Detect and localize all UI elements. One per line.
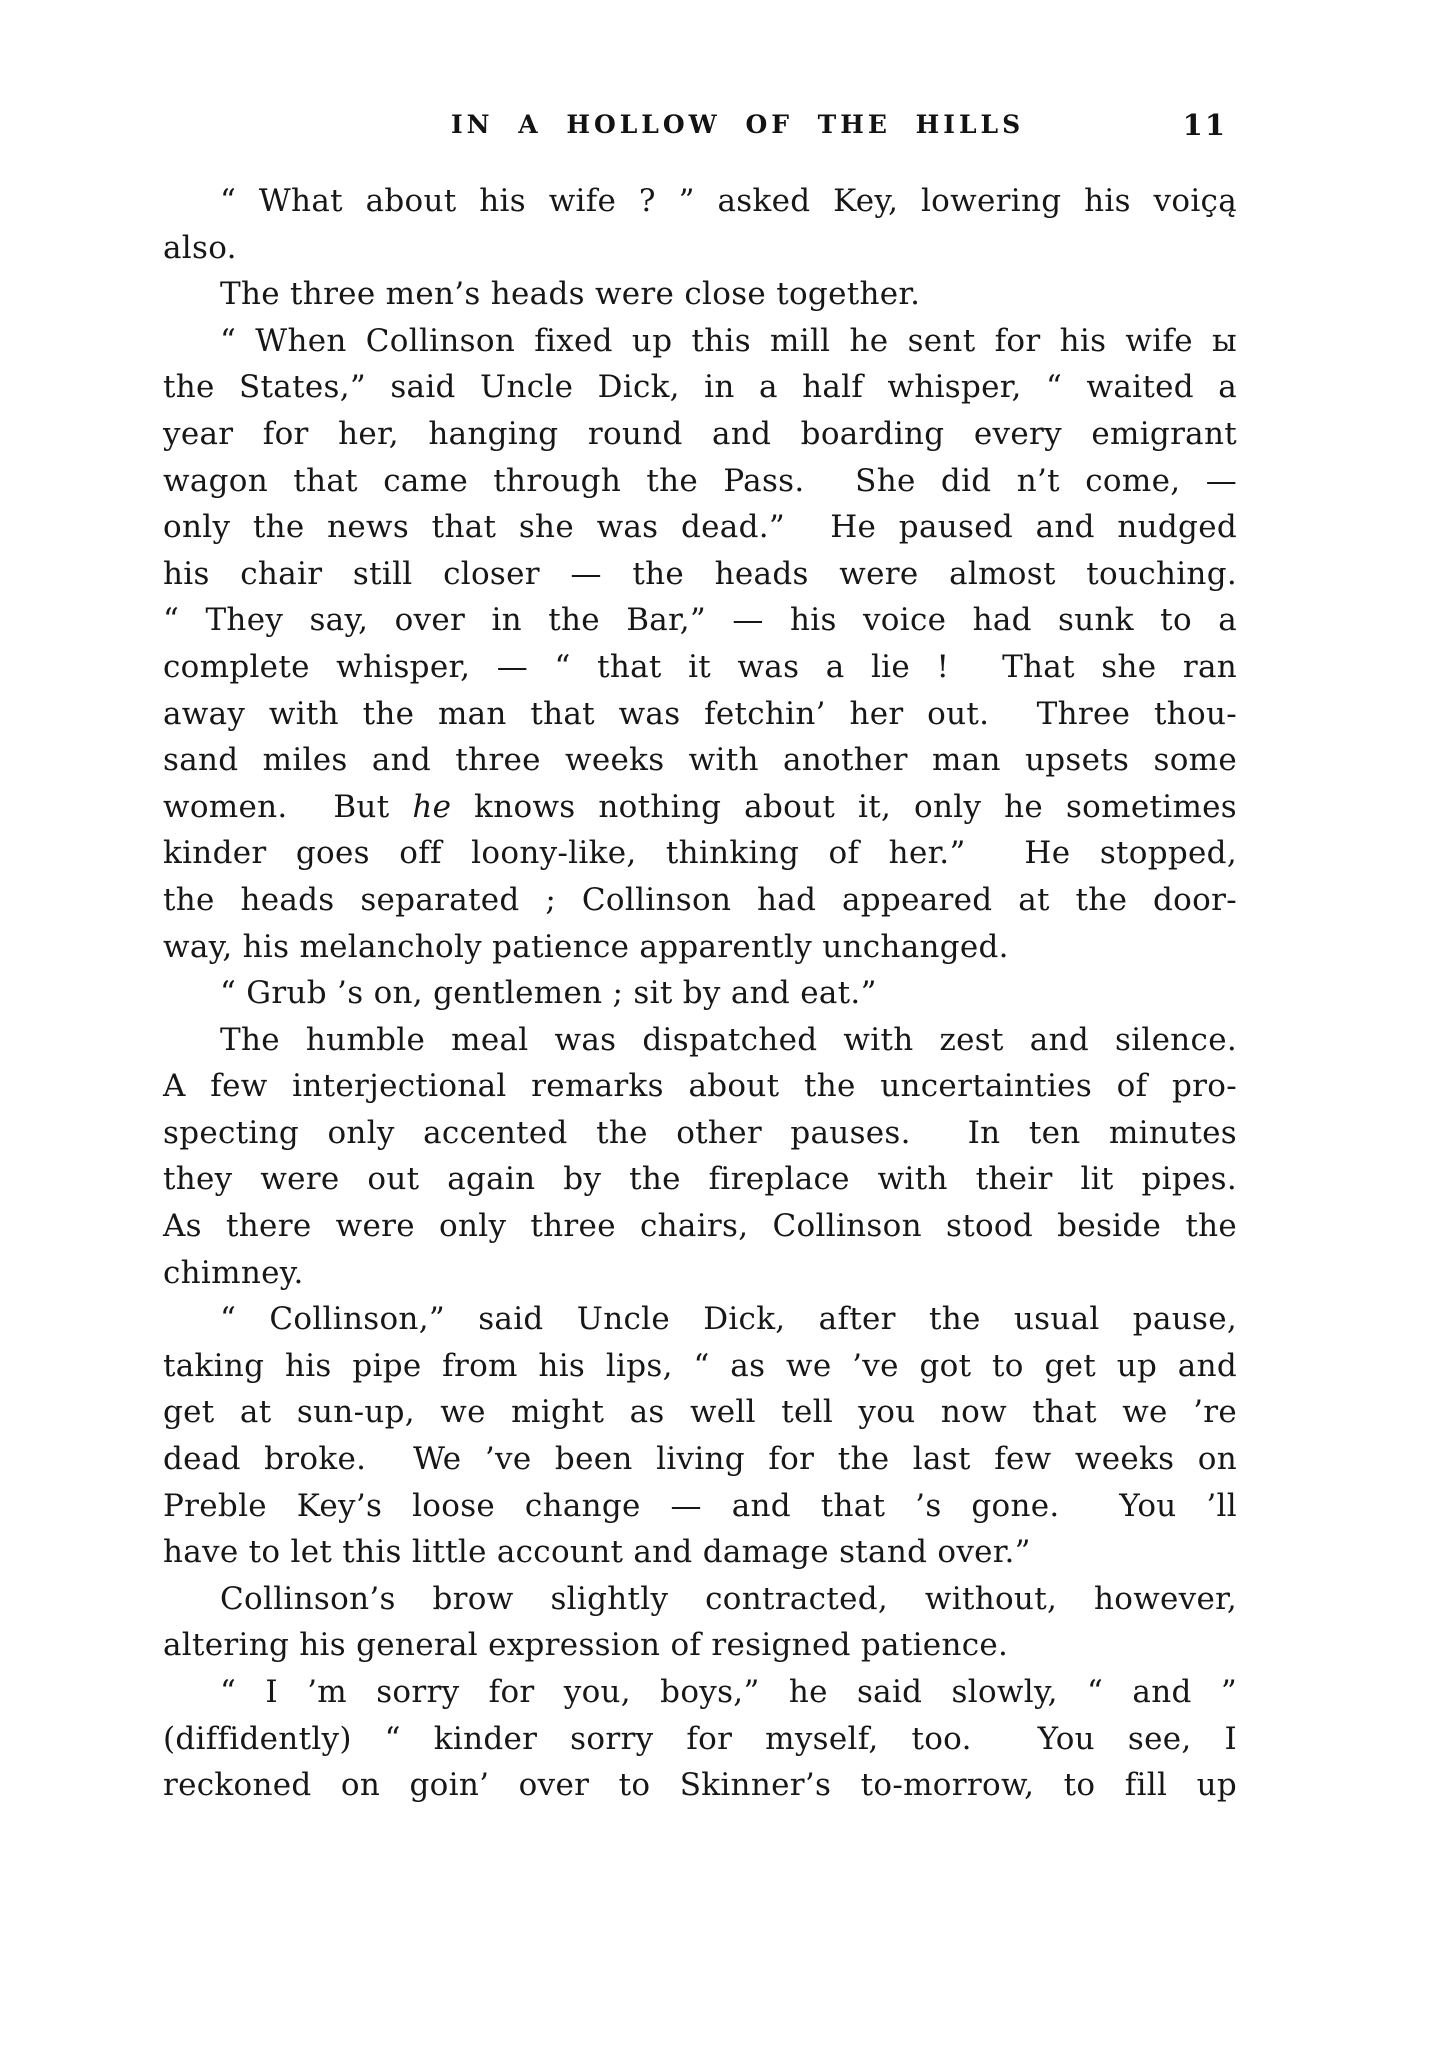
- text-line: also.: [163, 229, 237, 266]
- text-line: Collinson’s brow slightly contracted, without, however,: [220, 1580, 1237, 1617]
- text-line: complete whisper, — “ that it was a lie ! That she ran: [163, 648, 1237, 685]
- text-line: his chair still closer — the heads were almost touching.: [163, 555, 1237, 592]
- text-line: only the news that she was dead.” He paused and nudged: [163, 509, 1237, 546]
- text-line: they were out again by the fireplace with their lit pipes.: [163, 1161, 1237, 1198]
- text-line: taking his pipe from his lips, “ as we ’ve got to get up and: [163, 1347, 1237, 1384]
- text-line: As there were only three chairs, Collinson stood beside the: [163, 1208, 1237, 1245]
- text-line: chimney.: [163, 1254, 304, 1291]
- text-line: “ What about his wife ? ” asked Key, lowering his voiçą: [220, 183, 1237, 219]
- text-line: sand miles and three weeks with another man upsets some: [163, 742, 1237, 779]
- text-line: way, his melancholy patience apparently unchanged.: [163, 928, 1009, 965]
- text-segment: women. But: [163, 788, 413, 825]
- text-line: dead broke. We ’ve been living for the last few weeks on: [163, 1441, 1237, 1478]
- text-line: “ They say, over in the Bar,” — his voice had sunk to a: [163, 602, 1237, 639]
- text-line: have to let this little account and damage stand over.”: [163, 1534, 1031, 1571]
- running-head: [163, 110, 1237, 146]
- text-line: specting only accented the other pauses. In ten minutes: [163, 1114, 1237, 1151]
- text-line: A few interjectional remarks about the uncertainties of pro-: [163, 1068, 1237, 1105]
- text-line: away with the man that was fetchin’ her out. Three thou-: [163, 695, 1237, 732]
- text-line: The humble meal was dispatched with zest and silence.: [220, 1021, 1237, 1058]
- text-line: reckoned on goin’ over to Skinner’s to-morrow, to fill up: [163, 1767, 1237, 1804]
- text-line: year for her, hanging round and boarding every emigrant: [163, 415, 1237, 452]
- running-title: IN A HOLLOW OF THE HILLS: [450, 110, 1025, 139]
- text-column: [163, 0, 1237, 2054]
- text-line: Preble Key’s loose change — and that ’s gone. You ’ll: [163, 1487, 1237, 1524]
- text-lines: [163, 178, 1237, 1809]
- page-number: 11: [1182, 108, 1227, 142]
- text-line: “ Collinson,” said Uncle Dick, after the usual pause,: [220, 1301, 1237, 1338]
- text-line: get at sun-up, we might as well tell you now that we ’re: [163, 1394, 1237, 1431]
- text-line: “ When Collinson fixed up this mill he sent for his wife ы: [220, 322, 1237, 359]
- text-line: (diffidently) “ kinder sorry for myself, too. You see, I: [163, 1720, 1237, 1757]
- text-line: the States,” said Uncle Dick, in a half whisper, “ waited a: [163, 369, 1237, 406]
- text-line: the heads separated ; Collinson had appeared at the door-: [163, 881, 1237, 918]
- text-line: “ I ’m sorry for you, boys,” he said slowly, “ and ”: [220, 1674, 1237, 1710]
- text-line: kinder goes off loony-like, thinking of her.” He stopped,: [163, 835, 1237, 872]
- text-line: [163, 784, 1237, 831]
- italic-word: he: [412, 788, 452, 825]
- text-line: wagon that came through the Pass. She did n’t come, —: [163, 462, 1237, 499]
- text-line: The three men’s heads were close together.: [220, 276, 921, 313]
- text-line: altering his general expression of resigned patience.: [163, 1627, 1009, 1664]
- text-segment: knows nothing about it, only he sometimes: [451, 788, 1237, 825]
- text-line: “ Grub ’s on, gentlemen ; sit by and eat.”: [220, 975, 877, 1012]
